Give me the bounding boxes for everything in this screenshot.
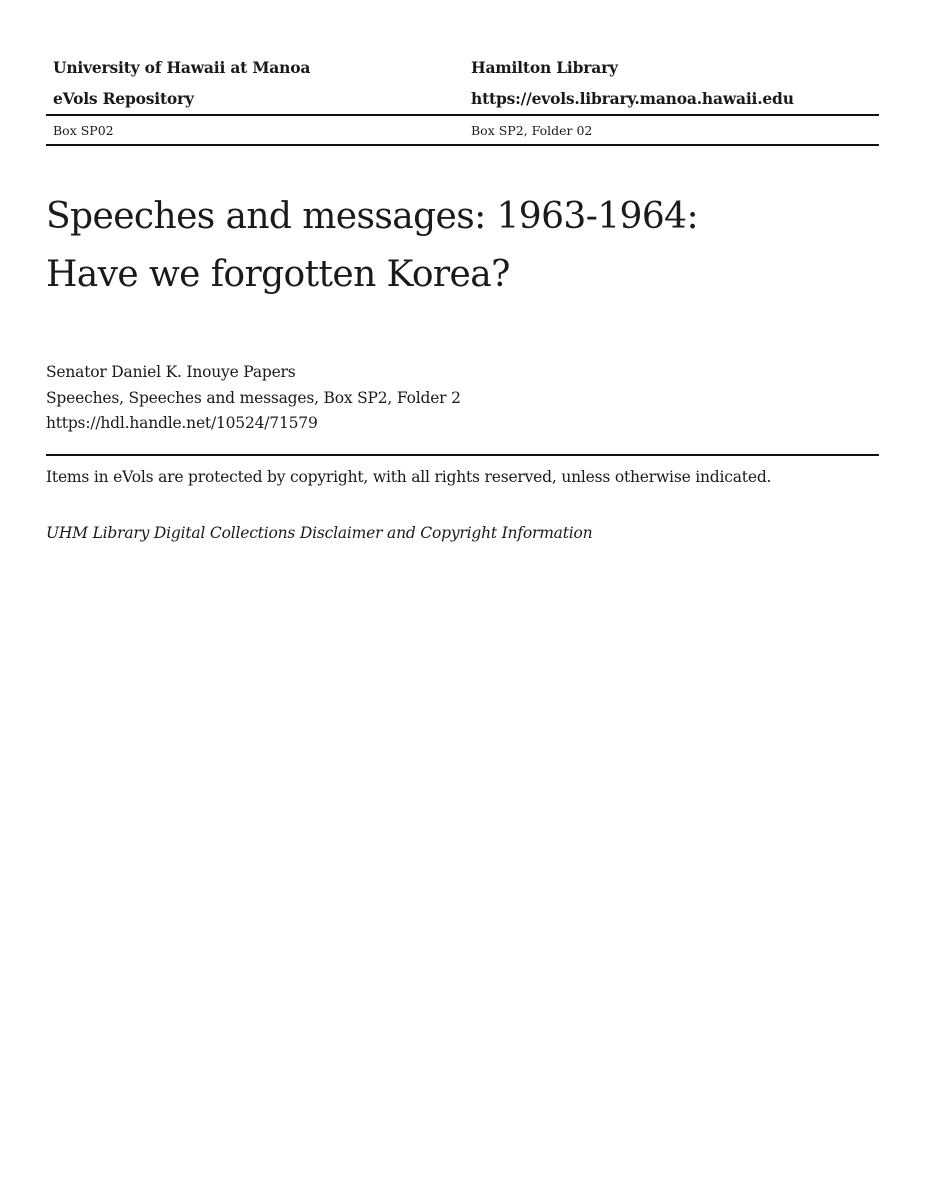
header-row-1 [46, 52, 879, 83]
metadata-block [46, 360, 461, 437]
box-label-left: Box SP02 [53, 122, 114, 138]
disclaimer-link[interactable] [46, 524, 592, 542]
repository-url[interactable]: https://evols.library.manoa.hawaii.edu [471, 89, 794, 108]
series-path: Speeches, Speeches and messages, Box SP2, Folder 2 [46, 388, 461, 407]
disclaimer-link-text[interactable]: UHM Library Digital Collections Disclaimer and Copyright Information [46, 524, 593, 542]
rights-statement: Items in eVols are protected by copyright, with all rights reserved, unless otherwise indicated. [46, 468, 772, 486]
collection-name: Senator Daniel K. Inouye Papers [46, 363, 296, 381]
title-line-1: Speeches and messages: 1963-1964: [46, 196, 699, 237]
section-divider [46, 454, 879, 456]
document-title [46, 188, 886, 304]
title-line-2: Have we forgotten Korea? [46, 254, 510, 295]
box-label-right: Box SP2, Folder 02 [471, 122, 593, 138]
library-name: Hamilton Library [471, 58, 618, 77]
repository-name: eVols Repository [53, 89, 194, 108]
header-row-3 [46, 116, 879, 144]
header-bottom-divider [46, 144, 879, 146]
institution-name: University of Hawaii at Manoa [53, 58, 311, 77]
header-block [46, 52, 879, 146]
handle-link[interactable]: https://hdl.handle.net/10524/71579 [46, 414, 318, 432]
header-row-2 [46, 83, 879, 114]
